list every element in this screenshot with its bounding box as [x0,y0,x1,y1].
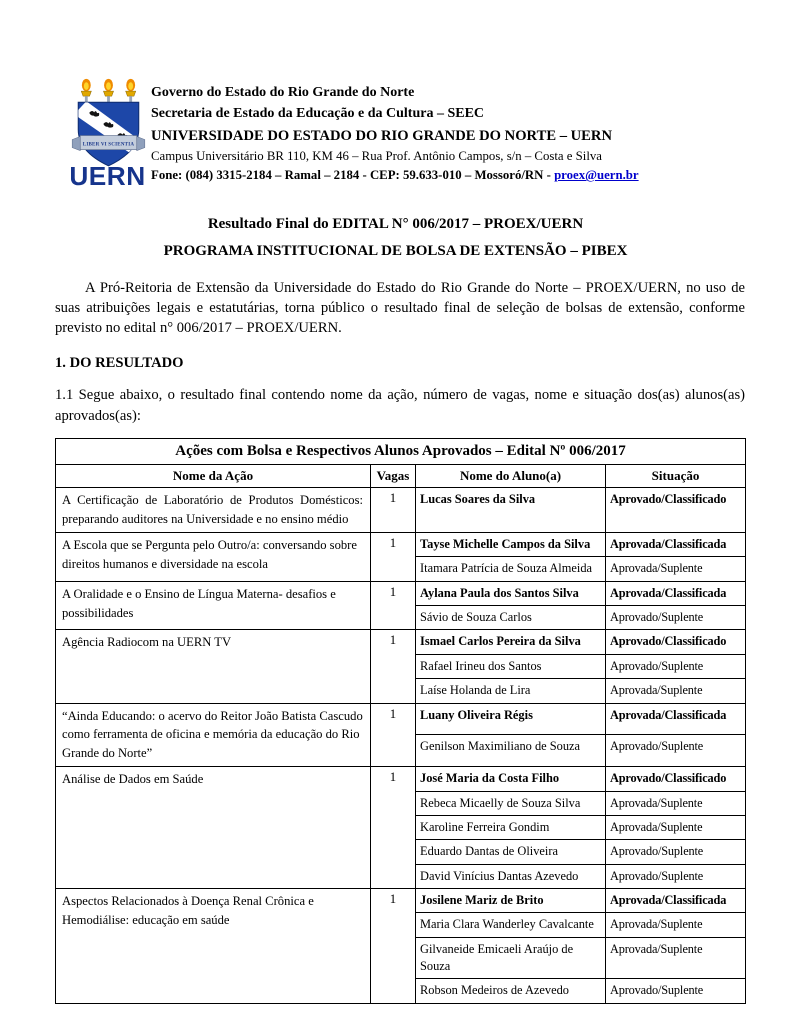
institutional-header [0,0,791,194]
email-link[interactable]: proex@uern.br [554,168,639,183]
section-item-1-1: 1.1 Segue abaixo, o resultado final contendo nome da ação, número de vagas, nome e situação dos(as) alunos(as) aprovados(as): [55,387,745,424]
table-title: Ações com Bolsa e Respectivos Alunos Aprovados – Edital Nº 006/2017 [56,439,746,465]
table-row [56,703,746,735]
student-name-cell: Lucas Soares da Silva [416,488,606,533]
header-line-secretaria: Secretaria de Estado da Educação e da Cultura – SEEC [151,106,485,122]
table-header-row [56,465,746,488]
status-cell: Aprovada/Suplente [606,937,746,979]
status-cell: Aprovada/Suplente [606,815,746,839]
header-line-governo: Governo do Estado do Rio Grande do Norte [151,85,415,100]
results-table [55,438,746,1004]
uern-crest-icon [71,76,146,189]
action-name-cell: A Escola que se Pergunta pelo Outro/a: conversando sobre direitos humanos e diversidade na escola [56,533,371,582]
student-name-cell: Josilene Mariz de Brito [416,888,606,912]
document-title [0,211,791,265]
vagas-cell: 1 [371,581,416,630]
uern-logo [71,76,146,194]
status-cell: Aprovada/Classificada [606,888,746,912]
vagas-cell: 1 [371,488,416,533]
student-name-cell: David Vinícius Dantas Azevedo [416,864,606,888]
status-cell: Aprovado/Suplente [606,654,746,678]
table-row [56,581,746,605]
table-row [56,488,746,533]
logo-motto-text: LIBER VI SCIENTIA [82,142,135,148]
title-line-1: Resultado Final do EDITAL N° 006/2017 – PROEX/UERN [207,216,584,232]
table-row [56,630,746,654]
contact-text: Fone: (084) 3315-2184 – Ramal – 2184 - CEP: 59.633-010 – Mossoró/RN - [151,168,555,183]
student-name-cell: Maria Clara Wanderley Cavalcante [416,913,606,937]
student-name-cell: Karoline Ferreira Gondim [416,815,606,839]
header-line-contato [151,166,639,185]
student-name-cell: Gilvaneide Emicaeli Araújo de Souza [416,937,606,979]
column-header-situacao: Situação [606,465,746,488]
section-1-heading: 1. DO RESULTADO [55,355,184,372]
student-name-cell: Ismael Carlos Pereira da Silva [416,630,606,654]
student-name-cell: Eduardo Dantas de Oliveira [416,840,606,864]
vagas-cell: 1 [371,533,416,582]
vagas-cell: 1 [371,888,416,1003]
status-cell: Aprovada/Classificada [606,581,746,605]
student-name-cell: Robson Medeiros de Azevedo [416,979,606,1003]
action-name-cell: A Certificação de Laboratório de Produtos Domésticos: preparando auditores na Universidade e no ensino médio [56,488,371,533]
intro-paragraph: A Pró-Reitoria de Extensão da Universidade do Estado do Rio Grande do Norte – PROEX/UERN, no uso de suas atribuições legais e estatutárias, torna público o resultado final de seleção de bolsas de extensão, conforme previsto no edital n° 006/2017 – PROEX/UERN. [55,280,745,337]
status-cell: Aprovado/Suplente [606,840,746,864]
action-name-cell: Aspectos Relacionados à Doença Renal Crônica e Hemodiálise: educação em saúde [56,888,371,1003]
action-name-cell: A Oralidade e o Ensino de Língua Materna- desafios e possibilidades [56,581,371,630]
table-row [56,533,746,557]
student-name-cell: Tayse Michelle Campos da Silva [416,533,606,557]
status-cell: Aprovada/Suplente [606,791,746,815]
status-cell: Aprovada/Suplente [606,913,746,937]
status-cell: Aprovado/Suplente [606,979,746,1003]
vagas-cell: 1 [371,703,416,767]
student-name-cell: Aylana Paula dos Santos Silva [416,581,606,605]
column-header-acao: Nome da Ação [56,465,371,488]
status-cell: Aprovado/Suplente [606,606,746,630]
student-name-cell: Luany Oliveira Régis [416,703,606,735]
status-cell: Aprovada/Classificada [606,703,746,735]
table-title-row [56,439,746,465]
table-row [56,767,746,791]
status-cell: Aprovado/Suplente [606,735,746,767]
header-text-block [151,76,639,186]
header-line-campus: Campus Universitário BR 110, KM 46 – Rua Prof. Antônio Campos, s/n – Costa e Silva [151,148,602,163]
status-cell: Aprovada/Suplente [606,679,746,703]
student-name-cell: Laíse Holanda de Lira [416,679,606,703]
logo-wordmark: UERN [71,160,146,189]
status-cell: Aprovada/Suplente [606,557,746,581]
status-cell: Aprovado/Classificado [606,767,746,791]
action-name-cell: Agência Radiocom na UERN TV [56,630,371,703]
student-name-cell: Sávio de Souza Carlos [416,606,606,630]
vagas-cell: 1 [371,767,416,889]
student-name-cell: José Maria da Costa Filho [416,767,606,791]
action-name-cell: “Ainda Educando: o acervo do Reitor João Batista Cascudo como ferramenta de oficina e memória da educação do Rio Grande do Norte” [56,703,371,767]
status-cell: Aprovado/Classificado [606,488,746,533]
motto-ribbon [72,136,145,151]
header-line-universidade: UNIVERSIDADE DO ESTADO DO RIO GRANDE DO NORTE – UERN [151,127,612,144]
column-header-vagas: Vagas [371,465,416,488]
status-cell: Aprovado/Suplente [606,864,746,888]
student-name-cell: Itamara Patrícia de Souza Almeida [416,557,606,581]
status-cell: Aprovado/Classificado [606,630,746,654]
torch-icons [81,79,135,102]
table-row [56,888,746,912]
column-header-aluno: Nome do Aluno(a) [416,465,606,488]
student-name-cell: Rafael Irineu dos Santos [416,654,606,678]
title-line-2: PROGRAMA INSTITUCIONAL DE BOLSA DE EXTENSÃO – PIBEX [163,243,628,259]
student-name-cell: Rebeca Micaelly de Souza Silva [416,791,606,815]
vagas-cell: 1 [371,630,416,703]
action-name-cell: Análise de Dados em Saúde [56,767,371,889]
status-cell: Aprovada/Classificada [606,533,746,557]
student-name-cell: Genilson Maximiliano de Souza [416,735,606,767]
